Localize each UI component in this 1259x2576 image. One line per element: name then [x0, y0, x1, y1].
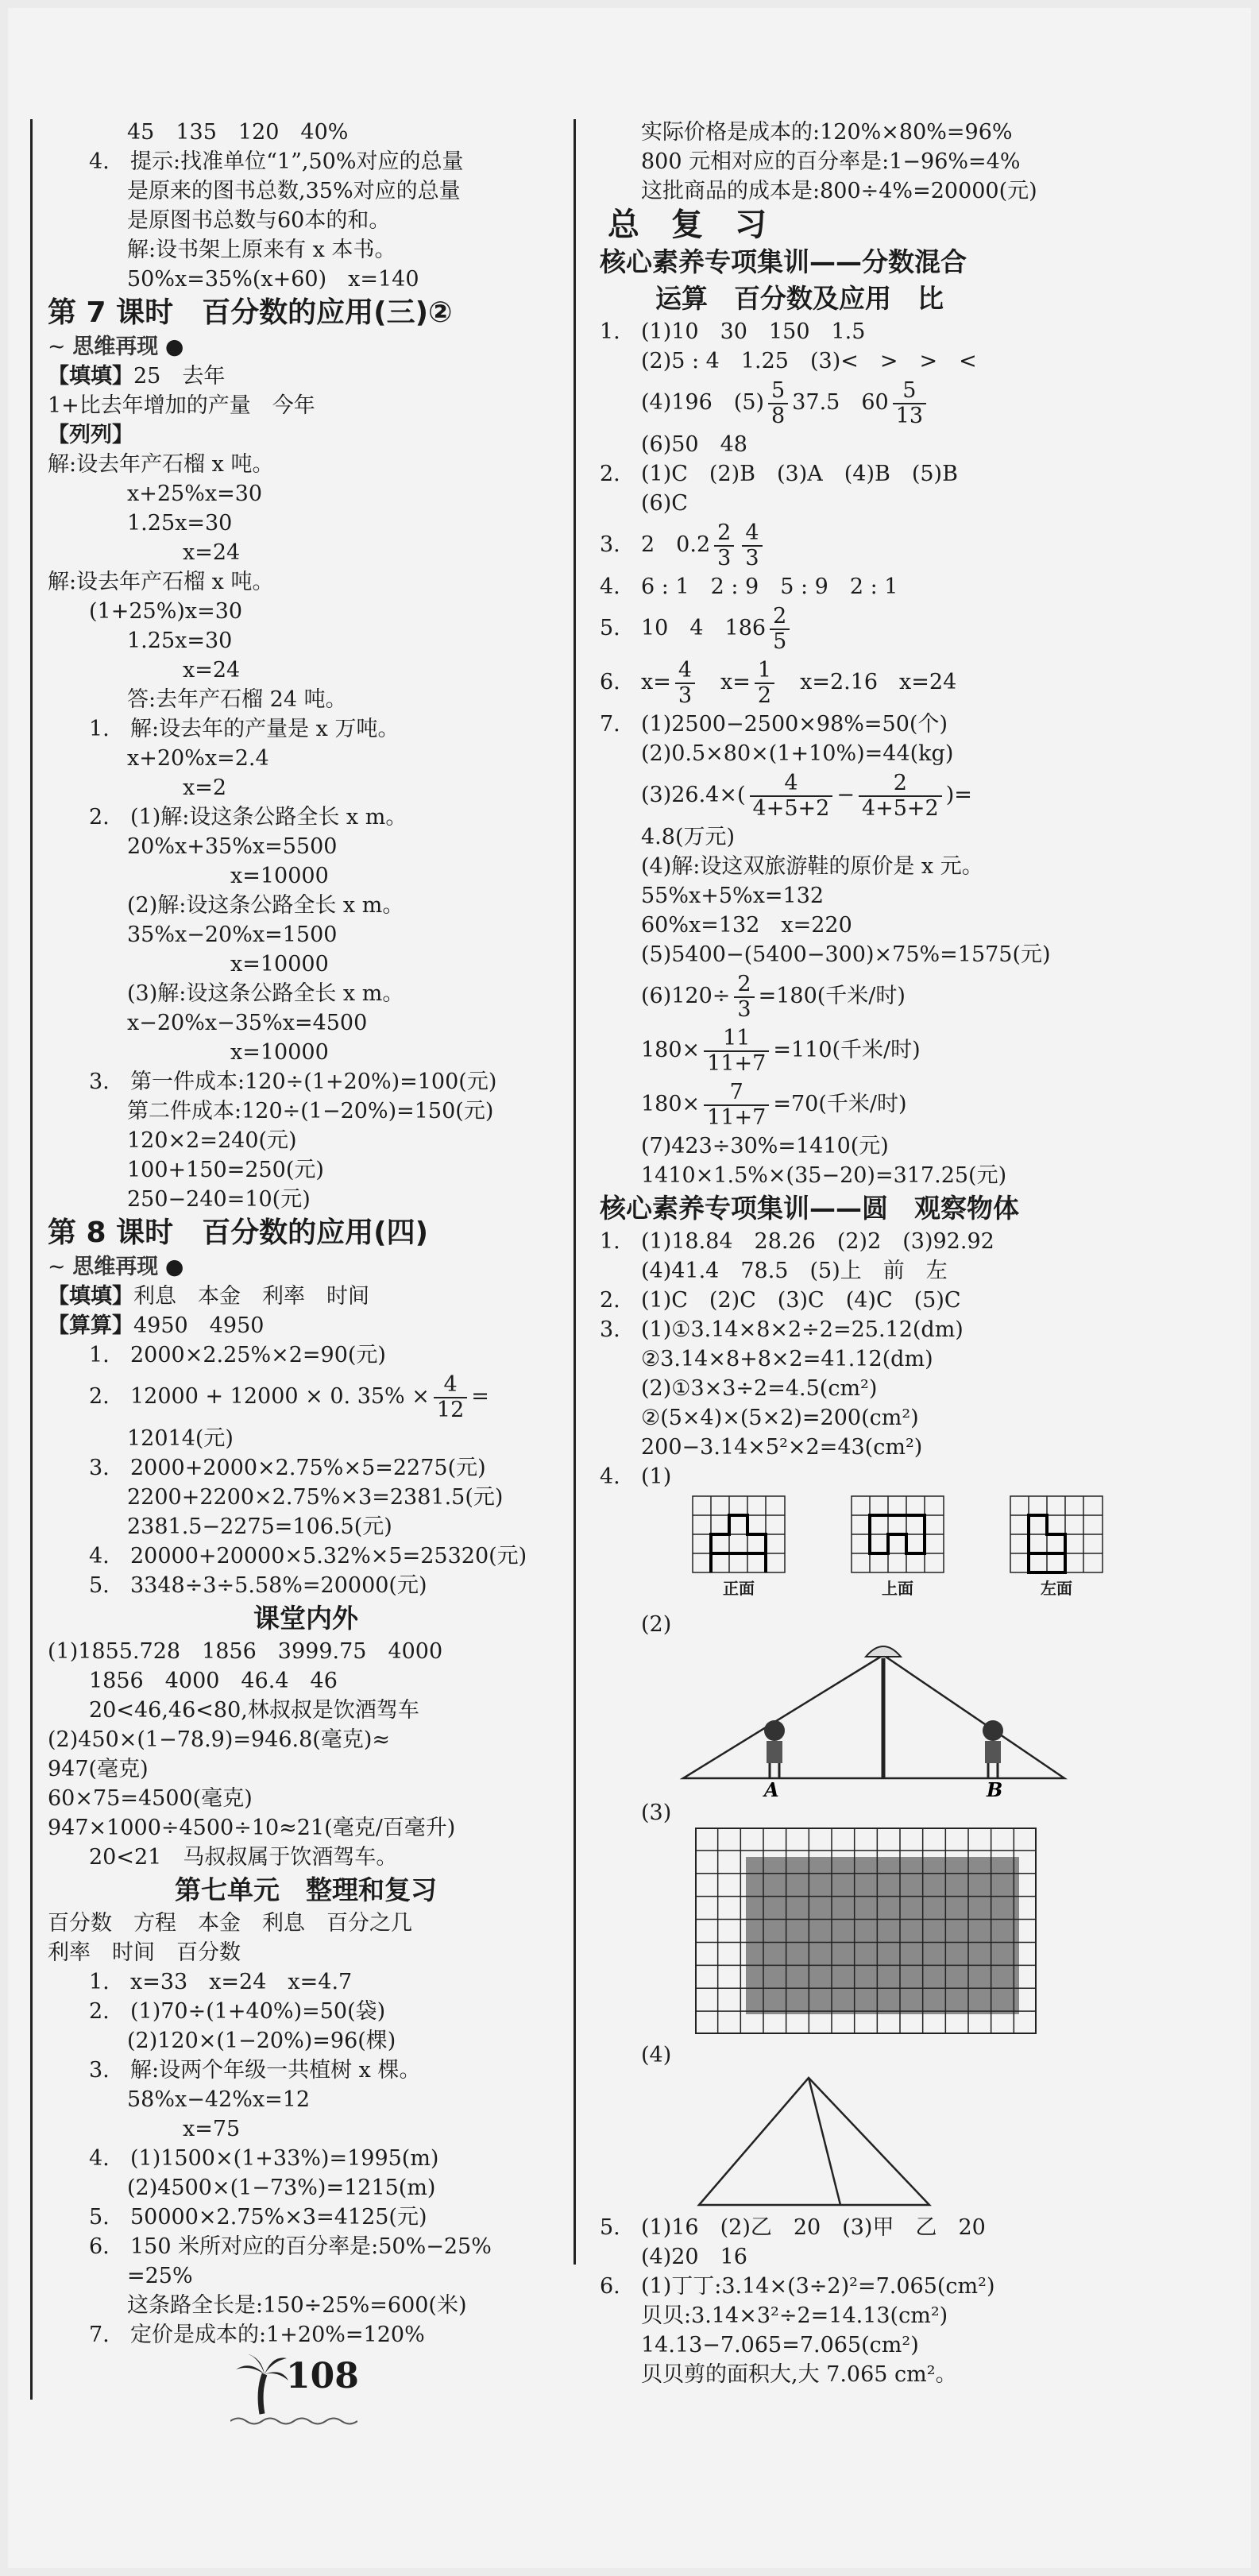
top-view-label: 上面 [882, 1579, 913, 1598]
text-line: x+25%x=30 [127, 482, 263, 506]
text-line: 20<21 马叔叔属于饮酒驾车。 [89, 1845, 398, 1870]
left-view-grid [1009, 1495, 1104, 1574]
point-b-label: B [987, 1778, 1003, 1798]
text-line: 1410×1.5%×(35−20)=317.25(元) [641, 1163, 1007, 1188]
text-line: ②(5×4)×(5×2)=200(cm²) [641, 1406, 919, 1430]
text-line: (4)196 (5) $\frac{5}{8}$ 37.5 60 $\frac{5}{13}$ [600, 376, 1251, 430]
text-line: 4. 20000+20000×5.32%×5=25320(元) [89, 1544, 527, 1568]
answer-page [8, 8, 1251, 2568]
text-line: x=24 [183, 658, 241, 683]
palm-tree-icon [234, 2352, 290, 2415]
text-line: 1856 4000 46.4 46 [89, 1669, 338, 1693]
text-line: (6)C [641, 491, 688, 516]
text-line: 这批商品的成本是:800÷4%=20000(元) [641, 179, 1037, 203]
text-line: 贝贝剪的面积大,大 7.065 cm²。 [641, 2362, 957, 2387]
left-margin-rule [30, 119, 33, 2400]
text-line: 60%x=132 x=220 [641, 913, 852, 938]
text-line: (2)解:设这条公路全长 x m。 [127, 893, 404, 918]
child-a-icon [764, 1720, 785, 1777]
left-view-label: 左面 [1041, 1579, 1072, 1598]
text-line: 14.13−7.065=7.065(cm²) [641, 2333, 919, 2357]
text-line: 3. 2 0.2 $\frac{2}{3}$ $\frac{4}{3}$ [600, 518, 1251, 572]
review-title: 总 复 习 [608, 207, 767, 243]
text-line: x=10000 [230, 952, 329, 977]
text-line: 3. 2000+2000×2.75%×5=2275(元) [89, 1456, 486, 1480]
text-line: 7. (1)2500−2500×98%=50(个) [600, 712, 948, 737]
text-line: 是原来的图书总数,35%对应的总量 [127, 179, 461, 203]
text-line: x−20%x−35%x=4500 [127, 1011, 368, 1035]
text-line: 947×1000÷4500÷10≈21(毫克/百毫升) [48, 1816, 456, 1840]
text-line: 100+150=250(元) [127, 1158, 324, 1182]
text-line: 4. 6 : 1 2 : 9 5 : 9 2 : 1 [600, 574, 898, 599]
lesson-title: 第 8 课时 百分数的应用(四) [48, 1216, 429, 1249]
text-line: (1)1855.728 1856 3999.75 4000 [48, 1639, 443, 1664]
text-line: 第二件成本:120÷(1−20%)=150(元) [127, 1099, 494, 1124]
column-divider [574, 119, 576, 2265]
text-line: x=10000 [230, 1040, 329, 1065]
text-line: x=24 [183, 540, 241, 565]
swoosh-icon: ~ [48, 335, 66, 359]
text-line: 【算算】4950 4950 [48, 1313, 265, 1338]
text-line: (7)423÷30%=1410(元) [641, 1134, 889, 1158]
text-line: 180× $\frac{11}{11+7}$ =110(千米/时) [641, 1025, 921, 1076]
text-line: 800 元相对应的百分率是:1−96%=4% [641, 149, 1021, 174]
point-a-label: A [764, 1778, 779, 1798]
text-line: 【填填】利息 本金 利率 时间 [48, 1284, 369, 1309]
text-line: 贝贝:3.14×3²÷2=14.13(cm²) [641, 2303, 948, 2328]
text-line: (4)解:设这双旅游鞋的原价是 x 元。 [641, 854, 983, 879]
fraction: $\frac{2}{5}$ [770, 605, 790, 654]
fraction: $\frac{7}{11+7}$ [704, 1081, 769, 1130]
fraction: $\frac{2}{3}$ [714, 521, 734, 571]
text-line: 2. 12000 + 12000 × 0. 35% × $\frac{4}{12}$ = [89, 1371, 489, 1422]
text-line: 4.8(万元) [641, 825, 736, 849]
text-line: 3. 解:设两个年级一共植树 x 棵。 [89, 2058, 421, 2083]
section-title: 运算 百分数及应用 比 [655, 283, 944, 314]
fraction: $\frac{2}{4+5+2}$ [859, 772, 942, 821]
text-line: (1+25%)x=30 [89, 599, 243, 624]
text-line: ②3.14×8+8×2=41.12(dm) [641, 1347, 933, 1371]
fraction: $\frac{11}{11+7}$ [704, 1027, 769, 1076]
text-line: 解:设书架上原来有 x 本书。 [127, 238, 396, 262]
front-view-label: 正面 [723, 1579, 755, 1598]
text-line: x=10000 [230, 864, 329, 888]
text-line: (4) [641, 2043, 672, 2067]
text-line: (4)41.4 78.5 (5)上 前 左 [641, 1259, 948, 1283]
text-line: 180× $\frac{7}{11+7}$ =70(千米/时) [641, 1079, 907, 1130]
text-line: 55%x+5%x=132 [641, 884, 825, 908]
text-line: 2. (1)C (2)C (3)C (4)C (5)C [600, 1288, 961, 1313]
text-line: 2. (1)C (2)B (3)A (4)B (5)B [600, 462, 958, 486]
text-line: 3. 第一件成本:120÷(1+20%)=100(元) [89, 1069, 497, 1094]
text-line: (2)①3×3÷2=4.5(cm²) [641, 1376, 878, 1401]
text-line: 1.25x=30 [127, 511, 233, 536]
text-line: 6. x= $\frac{4}{3}$ x= $\frac{1}{2}$ x=2.16 x=24 [600, 657, 957, 708]
text-line: x+20%x=2.4 [127, 746, 269, 771]
text-line: 实际价格是成本的:120%×80%=96% [641, 120, 1013, 145]
text-line: 4. 提示:找准单位“1”,50%对应的总量 [89, 149, 464, 174]
fraction: $\frac{1}{2}$ [755, 659, 774, 708]
section-title: 核心素养专项集训——圆 观察物体 [600, 1193, 1019, 1224]
text-line: 35%x−20%x=1500 [127, 922, 338, 947]
text-line: 1. 2000×2.25%×2=90(元) [89, 1343, 386, 1367]
text-line: (2)120×(1−20%)=96(棵) [127, 2029, 396, 2053]
text-line: 6. (1)丁丁:3.14×(3÷2)²=7.065(cm²) [600, 2274, 995, 2299]
text-line: (2)5 : 4 1.25 (3)< > > < [641, 349, 977, 373]
fraction: $\frac{4}{3}$ [742, 521, 762, 571]
text-line: 12014(元) [127, 1426, 234, 1451]
text-line: 1. 解:设去年的产量是 x 万吨。 [89, 717, 400, 741]
balloon-icon: ● [164, 335, 184, 359]
text-line: =25% [127, 2264, 193, 2288]
text-line: 2. (1)解:设这条公路全长 x m。 [89, 805, 407, 830]
front-view-grid [691, 1495, 786, 1574]
lamp-shadow-diagram [675, 1639, 1072, 1798]
section-tag: ~ 思维再现 ● [48, 1255, 184, 1279]
text-line: 947(毫克) [48, 1757, 149, 1781]
text-line: 解:设去年产石榴 x 吨。 [48, 452, 274, 477]
text-line: 6. 150 米所对应的百分率是:50%−25% [89, 2234, 492, 2259]
section-title: 核心素养专项集训——分数混合 [600, 246, 967, 277]
fraction: $\frac{4}{4+5+2}$ [750, 772, 833, 821]
text-line: 45 135 120 40% [127, 120, 349, 145]
text-line: 5. 10 4 186 $\frac{2}{5}$ [600, 601, 1251, 656]
lesson-title: 第 7 课时 百分数的应用(三)② [48, 296, 453, 329]
text-line: (5)5400−(5400−300)×75%=1575(元) [641, 942, 1051, 967]
text-line: 5. 3348÷3÷5.58%=20000(元) [89, 1573, 427, 1598]
text-line: 20<46,46<80,林叔叔是饮酒驾车 [89, 1698, 419, 1723]
top-view-grid [850, 1495, 945, 1574]
text-line: 是原图书总数与60本的和。 [127, 208, 391, 233]
fraction: $\frac{4}{3}$ [675, 659, 695, 708]
text-line: (2)450×(1−78.9)=946.8(毫克)≈ [48, 1727, 390, 1752]
fraction: $\frac{5}{8}$ [768, 379, 788, 428]
text-line: 2. (1)70÷(1+40%)=50(袋) [89, 1999, 386, 2024]
text-line: 2381.5−2275=106.5(元) [127, 1514, 392, 1539]
text-line: 4. (1)1500×(1+33%)=1995(m) [89, 2146, 439, 2171]
text-line: 200−3.14×5²×2=43(cm²) [641, 1435, 923, 1460]
fraction: $\frac{4}{12}$ [434, 1373, 467, 1422]
text-line: (6)120÷ $\frac{2}{3}$ =180(千米/时) [641, 971, 906, 1022]
text-line: 1.25x=30 [127, 629, 233, 653]
text-line: 2200+2200×2.75%×3=2381.5(元) [127, 1485, 504, 1510]
text-line: 1+比去年增加的产量 今年 [48, 393, 315, 418]
pyramid-figure [691, 2070, 937, 2213]
section-tag: ~ 思维再现 ● [48, 335, 184, 359]
text-line: (6)50 48 [641, 432, 747, 457]
text-line: x=75 [183, 2117, 241, 2141]
text-line: (2) [641, 1612, 672, 1637]
text-line: 4. (1) [600, 1464, 672, 1489]
balloon-icon: ● [164, 1255, 184, 1279]
text-line: 7. 定价是成本的:1+20%=120% [89, 2323, 425, 2347]
fraction: $\frac{5}{13}$ [893, 379, 926, 428]
text-line: 5. 50000×2.75%×3=4125(元) [89, 2205, 427, 2230]
view-figures [600, 1495, 1251, 1603]
left-view-figure [1009, 1495, 1104, 1603]
page-number: 108 [286, 2356, 359, 2396]
text-line: (2)0.5×80×(1+10%)=44(kg) [641, 741, 954, 766]
text-line: 120×2=240(元) [127, 1128, 297, 1153]
text-line: 利率 时间 百分数 [48, 1940, 241, 1965]
text-line: 答:去年产石榴 24 吨。 [127, 687, 347, 712]
text-line: x=2 [183, 776, 227, 800]
text-line: 这条路全长是:150÷25%=600(米) [127, 2293, 467, 2318]
text-line: 20%x+35%x=5500 [127, 834, 338, 859]
text-line: 50%x=35%(x+60) x=140 [127, 267, 419, 292]
top-view-figure [850, 1495, 945, 1603]
swoosh-icon: ~ [48, 1255, 66, 1279]
text-line: 1. x=33 x=24 x=4.7 [89, 1970, 353, 1994]
text-line: 【列列】 [48, 423, 133, 447]
front-view-figure [691, 1495, 786, 1603]
text-line: 5. (1)16 (2)乙 20 (3)甲 乙 20 [600, 2215, 986, 2240]
text-line: (3)26.4×( $\frac{4}{4+5+2}$ − $\frac{2}{4+5+2}$ )= [641, 770, 972, 821]
lamp-icon [866, 1646, 901, 1657]
text-line: 解:设去年产石榴 x 吨。 [48, 570, 274, 594]
text-line: 60×75=4500(毫克) [48, 1786, 253, 1811]
pyramid-edge [809, 2078, 840, 2205]
shaded-rectangle [746, 1857, 1019, 2014]
left-column [48, 118, 564, 2350]
text-line: 58%x−42%x=12 [127, 2087, 311, 2112]
fraction: $\frac{2}{3}$ [734, 973, 754, 1022]
unit-title: 第七单元 整理和复习 [175, 1874, 437, 1905]
right-column [600, 118, 1251, 2389]
text-line: (4)20 16 [641, 2245, 747, 2269]
text-line: 百分数 方程 本金 利息 百分之几 [48, 1911, 412, 1936]
text-line: 250−240=10(元) [127, 1187, 311, 1212]
text-line: (3) [641, 1800, 672, 1825]
light-triangle [683, 1655, 1064, 1778]
text-line: (3)解:设这条公路全长 x m。 [127, 981, 404, 1006]
text-line: 1. (1)18.84 28.26 (2)2 (3)92.92 [600, 1229, 994, 1254]
text-line: 【填填】25 去年 [48, 364, 226, 389]
child-b-icon [983, 1720, 1003, 1777]
wave-decoration [230, 2415, 357, 2427]
text-line: (2)4500×(1−73%)=1215(m) [127, 2176, 436, 2200]
text-line: 1. (1)10 30 150 1.5 [600, 319, 866, 344]
shaded-grid-figure [695, 1828, 1037, 2034]
text-line: 3. (1)①3.14×8×2÷2=25.12(dm) [600, 1317, 964, 1342]
section-title: 课堂内外 [253, 1603, 358, 1634]
